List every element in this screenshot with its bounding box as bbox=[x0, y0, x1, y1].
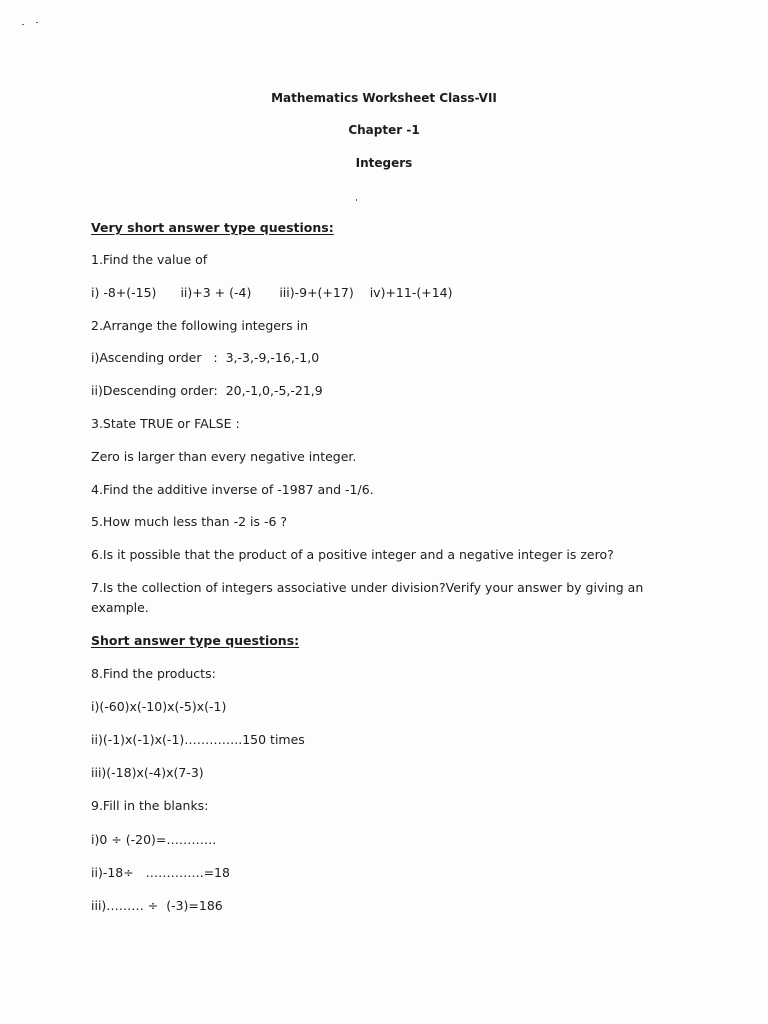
question-8-part-i: i)(-60)x(-10)x(-5)x(-1) bbox=[91, 699, 227, 714]
question-1-part-i: i) -8+(-15) bbox=[91, 285, 157, 300]
question-8-part-ii: ii)(-1)x(-1)x(-1)…………..150 times bbox=[91, 732, 305, 747]
ascending-label: i)Ascending order : bbox=[91, 350, 218, 365]
question-3-statement: Zero is larger than every negative integer. bbox=[91, 449, 357, 464]
scan-speck bbox=[36, 22, 38, 23]
question-1-part-iv: iv)+11-(+14) bbox=[369, 285, 453, 300]
section-heading-very-short: Very short answer type questions: bbox=[91, 220, 334, 235]
question-2-part-ii bbox=[91, 383, 323, 399]
descending-values: 20,-1,0,-5,-21,9 bbox=[225, 383, 323, 398]
question-1-part-ii: ii)+3 + (-4) bbox=[180, 285, 252, 300]
question-6: 6.Is it possible that the product of a positive integer and a negative integer is zero? bbox=[91, 547, 614, 562]
question-4: 4.Find the additive inverse of -1987 and -1/6. bbox=[91, 482, 374, 497]
worksheet-title: Mathematics Worksheet Class-VII bbox=[271, 91, 497, 105]
question-9-part-i: i)0 ÷ (-20)=………… bbox=[91, 832, 217, 847]
topic-label: Integers bbox=[355, 156, 413, 170]
question-8-part-iii: iii)(-18)x(-4)x(7-3) bbox=[91, 765, 204, 780]
question-8: 8.Find the products: bbox=[91, 666, 216, 681]
chapter-label: Chapter -1 bbox=[348, 123, 420, 137]
question-9: 9.Fill in the blanks: bbox=[91, 798, 209, 813]
question-7-line-2: example. bbox=[91, 600, 149, 615]
scan-speck bbox=[356, 199, 357, 201]
question-1: 1.Find the value of bbox=[91, 252, 208, 267]
question-5: 5.How much less than -2 is -6 ? bbox=[91, 514, 288, 529]
ascending-values: 3,-3,-9,-16,-1,0 bbox=[225, 350, 320, 365]
question-1-parts bbox=[91, 285, 452, 301]
question-2: 2.Arrange the following integers in bbox=[91, 318, 309, 333]
question-3: 3.State TRUE or FALSE : bbox=[91, 416, 240, 431]
descending-label: ii)Descending order: bbox=[91, 383, 218, 398]
section-heading-short: Short answer type questions: bbox=[91, 633, 300, 648]
question-7-line-1: 7.Is the collection of integers associative under division?Verify your answer by giving an bbox=[91, 580, 644, 595]
question-9-part-iii: iii)……… ÷ (-3)=186 bbox=[91, 898, 223, 913]
question-1-part-iii: iii)-9+(+17) bbox=[279, 285, 354, 300]
question-9-part-ii: ii)-18÷ …………..=18 bbox=[91, 865, 230, 880]
scan-speck bbox=[22, 24, 24, 25]
question-2-part-i bbox=[91, 350, 319, 366]
